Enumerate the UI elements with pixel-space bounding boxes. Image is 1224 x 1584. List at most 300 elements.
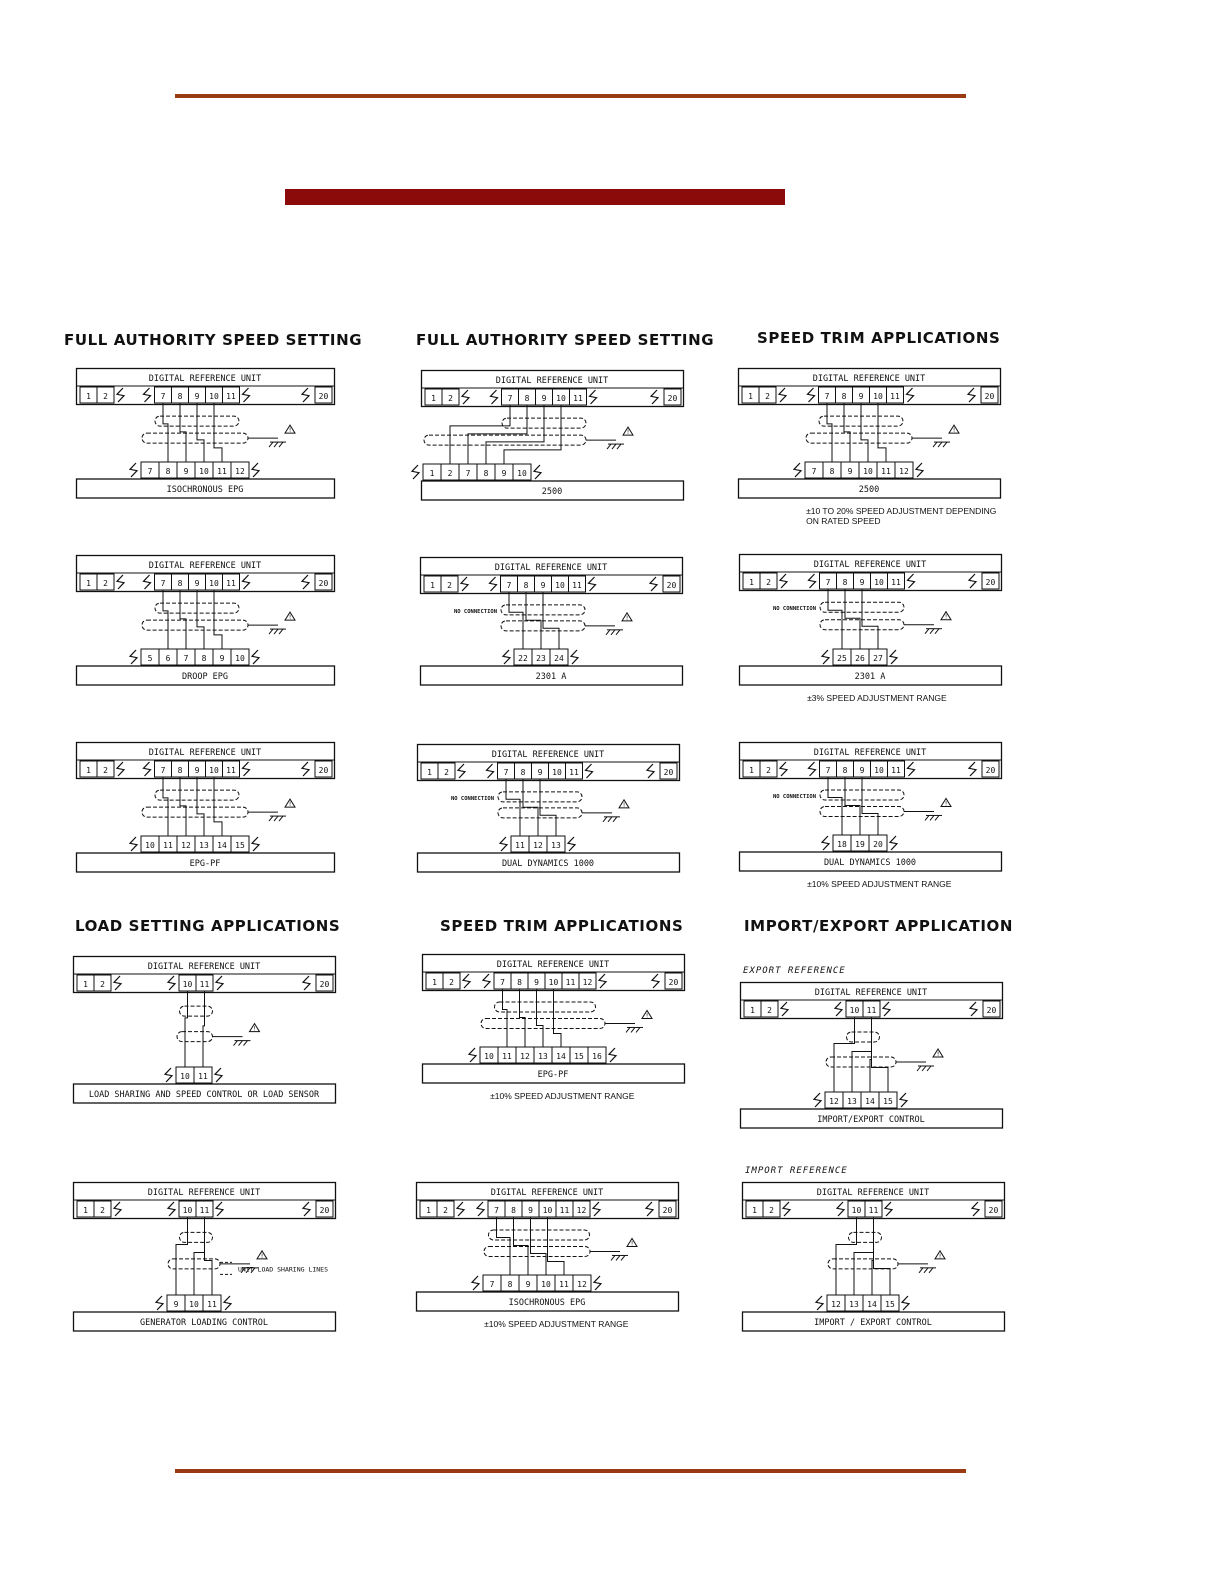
wiring-diagram [416, 1182, 718, 1315]
diagram-group [740, 555, 1002, 686]
ground-symbol [244, 1041, 248, 1046]
shield-break [165, 1068, 172, 1082]
wire [504, 405, 561, 464]
bottom-terminal-label: 6 [165, 654, 171, 663]
bottom-terminal-label: 11 [163, 841, 173, 850]
top-terminal-label: 7 [503, 768, 509, 777]
control-unit-title: 2500 [541, 487, 563, 497]
control-unit-title: EPG-PF [189, 859, 221, 869]
top-terminal-label: 9 [528, 1206, 533, 1215]
bottom-terminal-label: 12 [831, 1300, 841, 1309]
reference-unit-title: DIGITAL REFERENCE UNIT [813, 560, 927, 570]
reference-unit-title: DIGITAL REFERENCE UNIT [148, 561, 262, 571]
ground-symbol [636, 1027, 640, 1032]
ground-symbol [239, 1041, 243, 1046]
top-terminal-label: 20 [319, 980, 330, 989]
warning-mark: ! [938, 1252, 942, 1260]
top-terminal-label: 1 [83, 1206, 88, 1215]
top-terminal-label: 2 [449, 978, 454, 987]
top-terminal-label: 11 [569, 768, 579, 777]
reference-unit-title: DIGITAL REFERENCE UNIT [496, 960, 610, 970]
warning-mark: ! [252, 1025, 257, 1033]
bottom-terminal-label: 10 [484, 1052, 494, 1061]
diagram-group [421, 558, 683, 686]
wire [861, 403, 868, 462]
shield-break [224, 1296, 231, 1310]
top-terminal-label: 20 [319, 1206, 330, 1215]
top-terminal-label: 7 [160, 392, 166, 401]
ground-symbol [274, 629, 278, 634]
top-terminal-label: 1 [86, 766, 91, 775]
ground-symbol [616, 1255, 620, 1260]
shield-break [916, 463, 923, 477]
top-terminal-label: 1 [430, 581, 435, 590]
wiring-diagram-svg [416, 1182, 718, 1315]
ground-symbol [929, 1268, 933, 1273]
top-terminal-label: 20 [988, 1206, 999, 1215]
bottom-terminal-label: 10 [180, 1072, 190, 1081]
top-terminal-label: 10 [542, 1206, 553, 1215]
shielded-cable [142, 433, 248, 443]
bottom-terminal-label: 10 [189, 1300, 199, 1309]
wire [878, 403, 886, 462]
bottom-terminal-label: 8 [201, 654, 207, 663]
wiring-diagram-svg [740, 982, 1042, 1132]
ground-symbol [611, 1255, 615, 1260]
wiring-diagram-svg [420, 557, 722, 689]
top-terminal-label: 9 [194, 766, 200, 775]
warning-mark: ! [625, 614, 629, 622]
wiring-diagram [742, 1182, 1044, 1335]
shielded-cable [484, 1246, 590, 1256]
wire [468, 405, 527, 464]
reference-unit-title: DIGITAL REFERENCE UNIT [814, 988, 928, 998]
bottom-terminal-label: 10 [145, 841, 155, 850]
top-terminal-label: 12 [582, 978, 593, 987]
top-terminal-label: 20 [985, 766, 996, 775]
wire [214, 403, 222, 462]
wiring-diagram [76, 368, 374, 502]
top-terminal-label: 10 [182, 980, 193, 989]
diagram-group [740, 743, 1002, 872]
top-terminal-label: 10 [556, 394, 566, 403]
shield-break [252, 837, 259, 851]
no-connection-label: NO CONNECTION [772, 793, 816, 800]
top-terminal-label: 20 [662, 1206, 673, 1215]
warning-mark: ! [952, 427, 956, 435]
top-terminal-label: 11 [226, 766, 236, 775]
wiring-diagram [421, 370, 723, 504]
diagram-group [74, 1183, 336, 1332]
control-unit-title: GENERATOR LOADING CONTROL [140, 1318, 268, 1328]
top-terminal-label: 10 [874, 578, 884, 587]
bottom-terminal-label: 10 [199, 467, 209, 476]
bottom-terminal-label: 13 [849, 1300, 859, 1309]
top-terminal-label: 9 [858, 392, 864, 401]
diagram-group [739, 369, 1001, 499]
reference-unit-title: DIGITAL REFERENCE UNIT [147, 1188, 261, 1198]
reference-unit-title: DIGITAL REFERENCE UNIT [813, 748, 927, 758]
shield-break [472, 1276, 479, 1290]
diagram-group [77, 556, 335, 686]
bottom-terminal-label: 9 [183, 467, 189, 476]
no-connection-label: NO CONNECTION [772, 606, 816, 613]
bottom-terminal-label: 15 [235, 841, 245, 850]
top-terminal-label: 8 [523, 581, 529, 590]
shield-break [822, 650, 829, 664]
top-terminal-label: 2 [103, 766, 108, 775]
bottom-terminal-label: 8 [829, 467, 835, 476]
wiring-diagram-svg [422, 954, 724, 1087]
wiring-diagram-svg [76, 555, 374, 689]
shielded-cable [489, 1230, 590, 1240]
control-unit-title: IMPORT/EXPORT CONTROL [817, 1115, 925, 1125]
bottom-terminal-label: 16 [592, 1052, 602, 1061]
shielded-cable [142, 807, 248, 817]
top-terminal-label: 2 [103, 392, 108, 401]
top-terminal-label: 20 [663, 768, 674, 777]
bottom-terminal-label: 23 [536, 654, 546, 663]
wire [834, 1017, 855, 1092]
ground-symbol [930, 815, 934, 820]
top-terminal-label: 1 [749, 578, 754, 587]
top-terminal-label: 9 [194, 392, 200, 401]
wiring-diagram-svg [739, 742, 1041, 875]
no-connection-label: NO CONNECTION [450, 795, 494, 802]
bottom-terminal-label: 19 [855, 840, 865, 849]
top-terminal-label: 9 [859, 766, 865, 775]
shield-break [902, 1296, 909, 1310]
ground-symbol [935, 815, 939, 820]
shield-break [609, 1048, 616, 1062]
top-terminal-label: 8 [177, 579, 183, 588]
control-unit-title: DROOP EPG [181, 672, 229, 682]
ground-symbol [607, 444, 611, 449]
bottom-terminal-label: 11 [559, 1280, 569, 1289]
shield-break [900, 1093, 907, 1107]
bottom-terminal-label: 9 [219, 654, 225, 663]
ground-symbol [274, 816, 278, 821]
shield-break [571, 650, 578, 664]
wire [197, 403, 204, 462]
bottom-terminal-label: 25 [837, 654, 847, 663]
top-terminal-label: 2 [103, 579, 108, 588]
shielded-cable [424, 435, 586, 445]
bottom-terminal-label: 8 [483, 469, 489, 478]
top-terminal-label: 11 [565, 978, 576, 987]
control-unit-title: LOAD SHARING AND SPEED CONTROL OR LOAD SENSOR [88, 1090, 320, 1100]
shielded-cable [806, 433, 912, 443]
top-terminal-label: 8 [177, 766, 183, 775]
ground-symbol [922, 1066, 926, 1071]
wiring-diagram [76, 555, 374, 689]
shielded-cable [180, 1232, 213, 1242]
top-terminal-label: 11 [891, 766, 901, 775]
top-terminal-label: 10 [548, 978, 559, 987]
heading-speed-trim-1: SPEED TRIM APPLICATIONS [757, 329, 1001, 347]
top-terminal-label: 1 [750, 1006, 755, 1015]
wiring-diagram [738, 368, 1040, 502]
top-terminal-label: 9 [859, 578, 865, 587]
ground-symbol [611, 630, 615, 635]
top-terminal-label: 20 [668, 978, 679, 987]
top-terminal-label: 10 [209, 579, 219, 588]
control-unit-title: IMPORT / EXPORT CONTROL [814, 1318, 932, 1328]
title-bar [285, 189, 785, 205]
top-terminal-label: 8 [842, 578, 848, 587]
bottom-terminal-label: 9 [173, 1300, 179, 1309]
diagram-group [77, 369, 335, 499]
top-terminal-label: 8 [842, 766, 848, 775]
top-terminal-label: 11 [868, 1206, 879, 1215]
shield-break [252, 463, 259, 477]
reference-unit-title: DIGITAL REFERENCE UNIT [494, 563, 608, 573]
ground-symbol [234, 1041, 238, 1046]
diagram-group [423, 955, 685, 1084]
top-terminal-label: 2 [448, 394, 453, 403]
top-terminal-label: 20 [318, 392, 329, 401]
top-terminal-label: 11 [573, 394, 583, 403]
top-terminal-label: 20 [318, 579, 329, 588]
wiring-diagram [739, 554, 1041, 689]
bottom-terminal-label: 13 [199, 841, 209, 850]
top-terminal-label: 8 [517, 978, 522, 987]
bottom-terminal-label: 12 [181, 841, 191, 850]
top-terminal-label: 7 [506, 581, 512, 590]
ground-symbol [617, 444, 621, 449]
top-terminal-label: 1 [749, 766, 754, 775]
top-terminal-label: 7 [494, 1206, 499, 1215]
wiring-diagram [420, 557, 722, 689]
top-terminal-label: 11 [891, 578, 901, 587]
ground-symbol [274, 442, 278, 447]
top-terminal-label: 10 [555, 581, 565, 590]
top-terminal-label: 8 [524, 394, 530, 403]
reference-unit-title: DIGITAL REFERENCE UNIT [148, 748, 262, 758]
heading-import-export: IMPORT/EXPORT APPLICATION [744, 917, 1014, 935]
top-terminal-label: 9 [540, 581, 546, 590]
wiring-diagram-svg [421, 370, 723, 504]
wiring-diagram-svg [73, 956, 375, 1107]
top-terminal-label: 20 [985, 578, 996, 587]
bottom-terminal-label: 14 [217, 841, 227, 850]
ground-symbol [269, 442, 273, 447]
shield-break [822, 836, 829, 850]
top-terminal-label: 7 [500, 978, 505, 987]
ground-symbol [935, 629, 939, 634]
bottom-terminal-label: 7 [147, 467, 153, 476]
wiring-diagram-svg [73, 1182, 375, 1335]
bottom-terminal-label: 12 [235, 467, 245, 476]
ground-symbol [279, 629, 283, 634]
load-sharing-label: UNIT LOAD SHARING LINES [238, 1265, 329, 1274]
wire [836, 1217, 857, 1295]
bottom-terminal-label: 22 [518, 654, 528, 663]
bottom-terminal-label: 10 [863, 467, 873, 476]
bottom-terminal-label: 14 [867, 1300, 877, 1309]
bottom-terminal-label: 9 [525, 1280, 531, 1289]
wire [214, 777, 222, 836]
wiring-diagram-svg [739, 554, 1041, 689]
shield-break [890, 836, 897, 850]
ground-symbol [613, 817, 617, 822]
wire [205, 1217, 213, 1295]
shield-break [130, 650, 137, 664]
top-terminal-label: 20 [667, 394, 678, 403]
top-terminal-label: 2 [100, 1206, 105, 1215]
ground-symbol [933, 442, 937, 447]
control-unit-title: DUAL DYNAMICS 1000 [501, 859, 595, 869]
wiring-diagram-svg [738, 368, 1040, 502]
control-unit-title: ISOCHRONOUS EPG [166, 485, 244, 495]
bottom-terminal-label: 15 [883, 1097, 893, 1106]
reference-unit-title: DIGITAL REFERENCE UNIT [495, 376, 609, 386]
top-terminal-label: 10 [209, 392, 219, 401]
top-terminal-label: 2 [769, 1206, 774, 1215]
wiring-diagram-svg [76, 368, 374, 502]
warning-mark: ! [645, 1012, 649, 1020]
ground-symbol [608, 817, 612, 822]
shield-break [794, 463, 801, 477]
wiring-diagram [76, 742, 374, 876]
bottom-terminal-label: 14 [865, 1097, 875, 1106]
bottom-terminal-label: 9 [847, 467, 853, 476]
control-unit-title: 2301 A [535, 672, 567, 682]
top-terminal-label: 12 [576, 1206, 587, 1215]
heading-speed-trim-2: SPEED TRIM APPLICATIONS [440, 917, 684, 935]
wire [176, 1217, 188, 1295]
top-terminal-label: 9 [541, 394, 547, 403]
top-terminal-label: 1 [83, 980, 88, 989]
top-terminal-label: 1 [426, 1206, 431, 1215]
ground-symbol [606, 630, 610, 635]
wire [197, 777, 204, 836]
top-terminal-label: 7 [160, 766, 166, 775]
diagram-group [743, 1183, 1005, 1332]
bottom-terminal-label: 8 [507, 1280, 513, 1289]
bottom-terminal-label: 11 [207, 1300, 217, 1309]
top-terminal-label: 10 [849, 1006, 860, 1015]
bottom-terminal-label: 12 [829, 1097, 839, 1106]
shield-break [503, 650, 510, 664]
top-terminal-label: 11 [199, 1206, 210, 1215]
warning-mark: ! [936, 1051, 940, 1058]
ground-symbol [943, 442, 947, 447]
reference-label: IMPORT REFERENCE [745, 1166, 848, 1176]
wire [862, 589, 878, 649]
top-terminal-label: 10 [851, 1206, 862, 1215]
shielded-cable [847, 1032, 880, 1042]
shielded-cable [180, 1006, 213, 1016]
top-terminal-label: 7 [507, 394, 513, 403]
top-terminal-label: 1 [432, 978, 437, 987]
top-terminal-label: 2 [443, 1206, 448, 1215]
bottom-terminal-label: 7 [183, 654, 189, 663]
top-terminal-label: 11 [226, 579, 236, 588]
reference-unit-title: DIGITAL REFERENCE UNIT [148, 374, 262, 384]
ground-symbol [612, 444, 616, 449]
wiring-diagram [739, 742, 1041, 875]
bottom-terminal-label: 20 [873, 840, 883, 849]
ground-symbol [927, 1066, 931, 1071]
wiring-diagram [73, 956, 375, 1107]
shielded-cable [177, 1032, 213, 1042]
top-terminal-label: 8 [511, 1206, 516, 1215]
shield-break [814, 1093, 821, 1107]
shield-break [215, 1068, 222, 1082]
top-terminal-label: 10 [209, 766, 219, 775]
control-unit-title: 2301 A [854, 672, 886, 682]
top-terminal-label: 20 [984, 392, 995, 401]
bottom-terminal-label: 8 [165, 467, 171, 476]
ground-symbol [925, 815, 929, 820]
wire [163, 590, 168, 649]
bottom-terminal-label: 10 [541, 1280, 551, 1289]
ground-symbol [626, 1027, 630, 1032]
wire [845, 589, 860, 649]
control-unit-title: EPG-PF [537, 1070, 569, 1080]
wire [844, 403, 850, 462]
wiring-diagram [417, 744, 719, 876]
top-terminal-label: 20 [318, 766, 329, 775]
top-terminal-label: 8 [841, 392, 847, 401]
wire [194, 1217, 205, 1295]
ground-symbol [917, 1066, 921, 1071]
shielded-cable [495, 1002, 596, 1012]
warning-mark: ! [944, 800, 948, 808]
top-terminal-label: 8 [177, 392, 183, 401]
ground-symbol [631, 1027, 635, 1032]
reference-unit-title: DIGITAL REFERENCE UNIT [491, 750, 605, 760]
wire [180, 403, 186, 462]
wire [197, 590, 204, 649]
top-terminal-label: 2 [100, 980, 105, 989]
ground-symbol [919, 1268, 923, 1273]
ground-symbol [938, 442, 942, 447]
bottom-terminal-label: 5 [147, 654, 153, 663]
top-terminal-label: 7 [825, 766, 831, 775]
top-terminal-label: 1 [748, 392, 753, 401]
warning-mark: ! [288, 801, 292, 809]
warning-mark: ! [288, 614, 292, 622]
bottom-terminal-label: 12 [520, 1052, 530, 1061]
ground-symbol [279, 442, 283, 447]
wire [214, 590, 222, 649]
top-terminal-label: 10 [182, 1206, 193, 1215]
bottom-terminal-label: 26 [855, 654, 865, 663]
bottom-terminal-label: 13 [847, 1097, 857, 1106]
control-unit-title: DUAL DYNAMICS 1000 [823, 858, 917, 868]
diagram-group [417, 1183, 679, 1312]
top-terminal-label: 20 [986, 1006, 997, 1015]
no-connection-label: NO CONNECTION [453, 608, 497, 615]
shield-break [156, 1296, 163, 1310]
reference-unit-title: DIGITAL REFERENCE UNIT [490, 1188, 604, 1198]
top-terminal-label: 10 [552, 768, 562, 777]
reference-unit-title: DIGITAL REFERENCE UNIT [816, 1188, 930, 1198]
bottom-rule [175, 1469, 966, 1473]
diagram-group [77, 743, 335, 873]
top-terminal-label: 1 [86, 579, 91, 588]
ground-symbol [924, 1268, 928, 1273]
bottom-terminal-label: 24 [554, 654, 564, 663]
top-terminal-label: 1 [86, 392, 91, 401]
wire [180, 777, 186, 836]
shield-break [130, 837, 137, 851]
ground-symbol [269, 629, 273, 634]
shield-break [469, 1048, 476, 1062]
top-terminal-label: 10 [873, 392, 883, 401]
